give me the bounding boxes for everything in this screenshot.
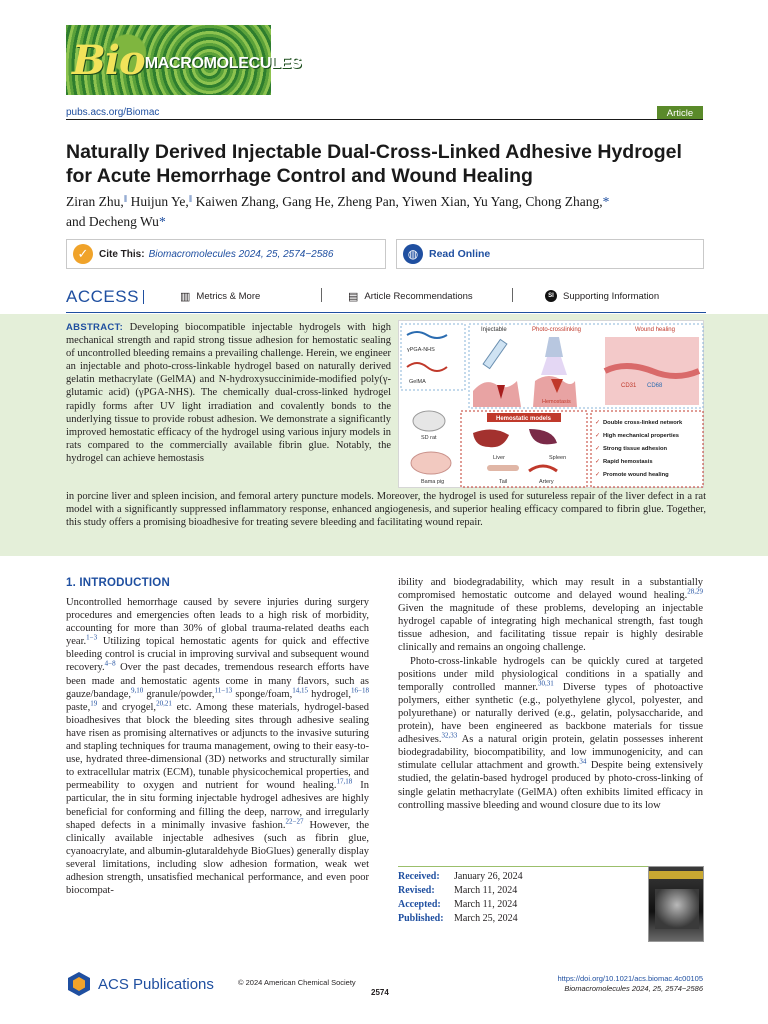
uv-light-shape	[545, 337, 563, 357]
spleen-shape	[529, 429, 557, 444]
abstract-text	[66, 321, 391, 465]
publisher-name: ACS Publications	[98, 975, 214, 993]
journal-site-link[interactable]: pubs.acs.org/Biomac	[66, 107, 160, 118]
corresponding-author-mark[interactable]: *	[602, 194, 610, 209]
acs-hexagon-icon	[66, 971, 92, 997]
footer-citation: Biomacromolecules 2024, 25, 2574−2586	[564, 984, 703, 993]
toc-label-tail: Tail	[499, 479, 508, 485]
date-row	[398, 870, 523, 884]
abstract-continuation: in porcine liver and spleen incision, and femoral artery puncture models. Moreover, the hydrogel is used for sutureless repair of the liver defect in a rat model with a significantly suppressed inflammatory response, enhanced angiogenesis, and superior healing efficacy compared to fibrin glue. Together, this study offers a promising bioadhesive for treating severe bleeding and facilitating wound repair.	[66, 491, 706, 529]
recommendations-link[interactable]	[348, 290, 473, 303]
toc-label-models: Hemostatic models	[496, 416, 552, 422]
feature-item: Strong tissue adhesion	[603, 446, 668, 452]
author-list	[66, 192, 706, 232]
feature-check-icon: ✓	[595, 459, 601, 465]
access-title: ACCESS	[66, 287, 139, 306]
article-title: Naturally Derived Injectable Dual-Cross-Linked Adhesive Hydrogel for Acute Hemorrhage Control and Wound Healing	[66, 141, 682, 187]
tissue-injectable	[473, 381, 521, 407]
doi-link[interactable]: https://doi.org/10.1021/acs.biomac.4c00105	[557, 974, 703, 983]
read-online-label: Read Online	[429, 248, 491, 260]
journal-logo	[66, 25, 302, 95]
reference-link[interactable]: 9,10	[131, 686, 144, 695]
toc-label-gelma: GelMA	[409, 379, 426, 385]
date-label: Accepted:	[398, 899, 441, 910]
citation-reference[interactable]: Biomacromolecules 2024, 25, 2574−2586	[148, 248, 334, 260]
reference-link[interactable]: 14,15	[292, 686, 308, 695]
models-panel	[461, 411, 587, 487]
syringe-shape	[483, 339, 507, 368]
author-name[interactable]: Huijun Ye,	[127, 194, 189, 209]
reference-link[interactable]: 30,31	[537, 679, 554, 688]
reference-link[interactable]: 19	[90, 699, 98, 708]
date-label: Revised:	[398, 885, 435, 896]
reference-link[interactable]: 34	[579, 757, 587, 766]
body-column-right	[398, 576, 703, 812]
section-heading: 1. INTRODUCTION	[66, 577, 170, 589]
date-value: January 26, 2024	[454, 871, 523, 882]
abstract-label: ABSTRACT:	[66, 322, 124, 333]
acs-publications-logo[interactable]	[66, 971, 214, 997]
cite-this-box[interactable]	[66, 239, 386, 269]
toc-label-injectable: Injectable	[481, 327, 507, 333]
toc-label-sd-rat: SD rat	[421, 435, 437, 441]
page-number: 2574	[371, 988, 389, 997]
toc-label-cd31: CD31	[621, 383, 637, 389]
supporting-info-link[interactable]	[545, 290, 659, 302]
feature-list	[595, 420, 683, 478]
toc-label-photo: Photo-crosslinking	[532, 327, 582, 333]
rat-shape	[413, 411, 445, 431]
tail-shape	[487, 465, 519, 471]
toc-graphic	[398, 320, 704, 488]
date-label: Published:	[398, 913, 444, 924]
intro-paragraph: Uncontrolled hemorrhage caused by severe injuries during surgery procedures and emergencies often leads to a high risk of morbidity, accounting for more than 30% of global trauma-related deaths each year.$^{1-3}$ Utilizing topical hemostatic agents for quick and effective bleeding control is crucial in improving survival and subsequent wound recovery.$^{4-8}$ Over the past decades, tremendous research efforts have been made and hemostatic agents come in many flavors, such as gauze/bandage,$^{9,10}$ granule/powder,$^{11-13}$ sponge/foam,$^{14,15}$ hydrogel,$^{16-18}$ paste,$^{19}$ and cryogel,$^{20,21}$ etc. Among these materials, hydrogel-based bioadhesives that block the bleeding sites through adhesive sealing have risen as promising alternatives or adjuncts to the invasive suturing and stapling techniques for trauma management, owing to their easy-to-use, hydrated three-dimensional (3D) networks and structurally similar to extracellular matrix (ECM), tunable physicochemical properties, and permeability to oxygen and nutrient for wound healing.$^{17,18}$ In particular, the in situ forming injectable hydrogel adhesives are highly beneficial for conforming and filling the deep, narrow, and irregularly shaped defects in a minimally invasive fashion.$^{22-27}$ However, the clinically available injectable adhesives (such as fibrin glue, cyanoacrylate, and albumin-glutaraldehyde BioGlues) generally display several limitations, including slow adhesion formation, weak wet adhesion strength, unsatisfied mechanical performance, and even poor biocompat-	[66, 597, 369, 897]
reference-link[interactable]: 17,18	[336, 777, 353, 786]
date-row	[398, 912, 523, 926]
reference-link[interactable]: 16−18	[351, 686, 369, 695]
toc-label-hemostasis: Hemostasis	[542, 399, 571, 405]
access-separator	[321, 288, 322, 302]
corresponding-author-mark[interactable]: *	[158, 214, 166, 229]
pig-shape	[411, 452, 451, 474]
toc-label-spleen: Spleen	[549, 455, 567, 461]
date-value: March 25, 2024	[454, 913, 518, 924]
author-names[interactable]: and Decheng Wu	[66, 214, 159, 229]
feature-item: High mechanical properties	[603, 433, 680, 439]
reference-link[interactable]: 1−3	[86, 633, 98, 642]
abstract-body: Developing biocompatible injectable hydrogels with high mechanical strength and rapid strong tissue adhesion for hemostatic sealing of uncontrolled bleeding remains a prevailing challenge. Herein, we engineer an injectable and photo-cross-linkable hydrogel based on naturally derived gelatin methacrylate (GelMA) and N-hydroxysuccinimide-modified poly(γ-glutamic acid) (γPGA-NHS). The chemically dual-cross-linked hydrogel rapidly forms after UV light irradiation and covalently bonds to the underlying tissue to provide robust adhesion. We demonstrate a significantly improved hemostatic efficacy of the hydrogel using various injury models in rats compared to the commercially available fibrin glue. Notably, the hydrogel can achieve hemostasis	[66, 322, 391, 464]
date-label: Received:	[398, 871, 440, 882]
access-divider-line	[66, 312, 706, 313]
date-row	[398, 884, 523, 898]
body-column-left	[66, 596, 369, 897]
cite-label: Cite This:	[99, 248, 145, 260]
date-value: March 11, 2024	[454, 899, 518, 910]
liver-shape	[473, 429, 509, 447]
access-separator	[512, 288, 513, 302]
toc-label-wound: Wound healing	[635, 327, 675, 333]
metrics-link[interactable]	[180, 290, 260, 303]
reference-link[interactable]: 22−27	[285, 817, 304, 826]
feature-check-icon: ✓	[595, 446, 601, 452]
toc-label-artery: Artery	[539, 479, 554, 485]
access-divider	[143, 290, 144, 304]
check-icon: ✓	[73, 244, 93, 264]
journal-cover-thumbnail[interactable]	[648, 866, 704, 942]
intro-paragraph: Photo-cross-linkable hydrogels can be quickly cured at targeted positions under mild physiological conditions in a spatially and temporally controlled manner.$^{30,31}$ Diverse types of photoactive polymers, either synthetic (e.g., polyethylene glycol, polyester, and polyurethane) or naturally derived (e.g., gelatin, polysaccharide, and protein), have been engineered as backbone materials for tissue adhesives.$^{32,33}$ As a natural origin protein, gelatin possesses inherent biodegradability, biocompatibility, and low immunogenicity, and can stimulate cellular attachment and growth.$^{34}$ Despite being extensively studied, the gelatin-based hydrogel produced by photo-cross-linking of single gelatin methacrylate (GelMA) often exhibits limited efficacy in controlling massive bleeding and wound closure due to its low	[398, 655, 704, 811]
reference-link[interactable]: 32,33	[441, 731, 458, 740]
reference-link[interactable]: 28,29	[687, 587, 703, 596]
recommendations-label: Article Recommendations	[364, 291, 473, 302]
publication-dates	[398, 870, 638, 926]
gpga-chain	[407, 332, 447, 338]
equal-contribution-mark: ∥	[123, 194, 128, 203]
feature-item: Promote wound healing	[603, 472, 669, 478]
si-icon: SI	[545, 290, 557, 302]
feature-check-icon: ✓	[595, 472, 601, 478]
logo-macro-text: MACROMOLECULES	[144, 55, 302, 72]
reference-link[interactable]: 4−8	[104, 659, 116, 668]
doi-block	[500, 974, 703, 994]
artery-shape	[529, 466, 557, 471]
intro-paragraph: ibility and biodegradability, which may result in a substantially compromised hemostatic outcome and delayed wound healing.$^{28,29}$ Given the magnitude of these problems, developing an injectable hydrogel capable of integrating high mechanical strength, fast tough tissue adhesion, and facilitating tissue repair is highly desirable clinically and remains an ongoing challenge.	[398, 577, 703, 654]
feature-item: Double cross-linked network	[603, 420, 683, 426]
supporting-info-label: Supporting Information	[563, 290, 660, 302]
author-names[interactable]: Kaiwen Zhang, Gang He, Zheng Pan, Yiwen Xian, Yu Yang, Chong Zhang,	[192, 194, 603, 209]
feature-item: Rapid hemostasis	[603, 459, 653, 465]
logo-bio-text: Bio	[72, 36, 145, 84]
toc-label-cd68: CD68	[647, 383, 663, 389]
document-icon: ▤	[348, 291, 359, 303]
uv-beam-shape	[541, 357, 567, 375]
toc-label-liver: Liver	[493, 455, 505, 461]
read-online-button[interactable]	[396, 239, 704, 269]
bar-chart-icon: ▥	[180, 291, 191, 303]
cover-image	[655, 889, 699, 929]
feature-check-icon: ✓	[595, 420, 601, 426]
gelma-chain	[407, 363, 447, 371]
article-type-badge: Article	[657, 106, 703, 120]
equal-contribution-mark: ∥	[188, 194, 193, 203]
access-bar	[66, 284, 706, 310]
feature-check-icon: ✓	[595, 433, 601, 439]
globe-icon: ◍	[403, 244, 423, 264]
cover-banner	[649, 871, 703, 879]
toc-label-gpga: γPGA-NHS	[407, 347, 435, 353]
date-value: March 11, 2024	[454, 885, 518, 896]
author-name[interactable]: Ziran Zhu,	[66, 194, 124, 209]
metrics-label: Metrics & More	[196, 291, 261, 302]
reference-link[interactable]: 11−13	[214, 686, 233, 695]
toc-label-bama-pig: Bama pig	[421, 479, 445, 485]
header-divider	[66, 119, 703, 120]
reference-link[interactable]: 20,21	[156, 699, 172, 708]
copyright-notice: © 2024 American Chemical Society	[238, 978, 356, 987]
date-row	[398, 898, 523, 912]
